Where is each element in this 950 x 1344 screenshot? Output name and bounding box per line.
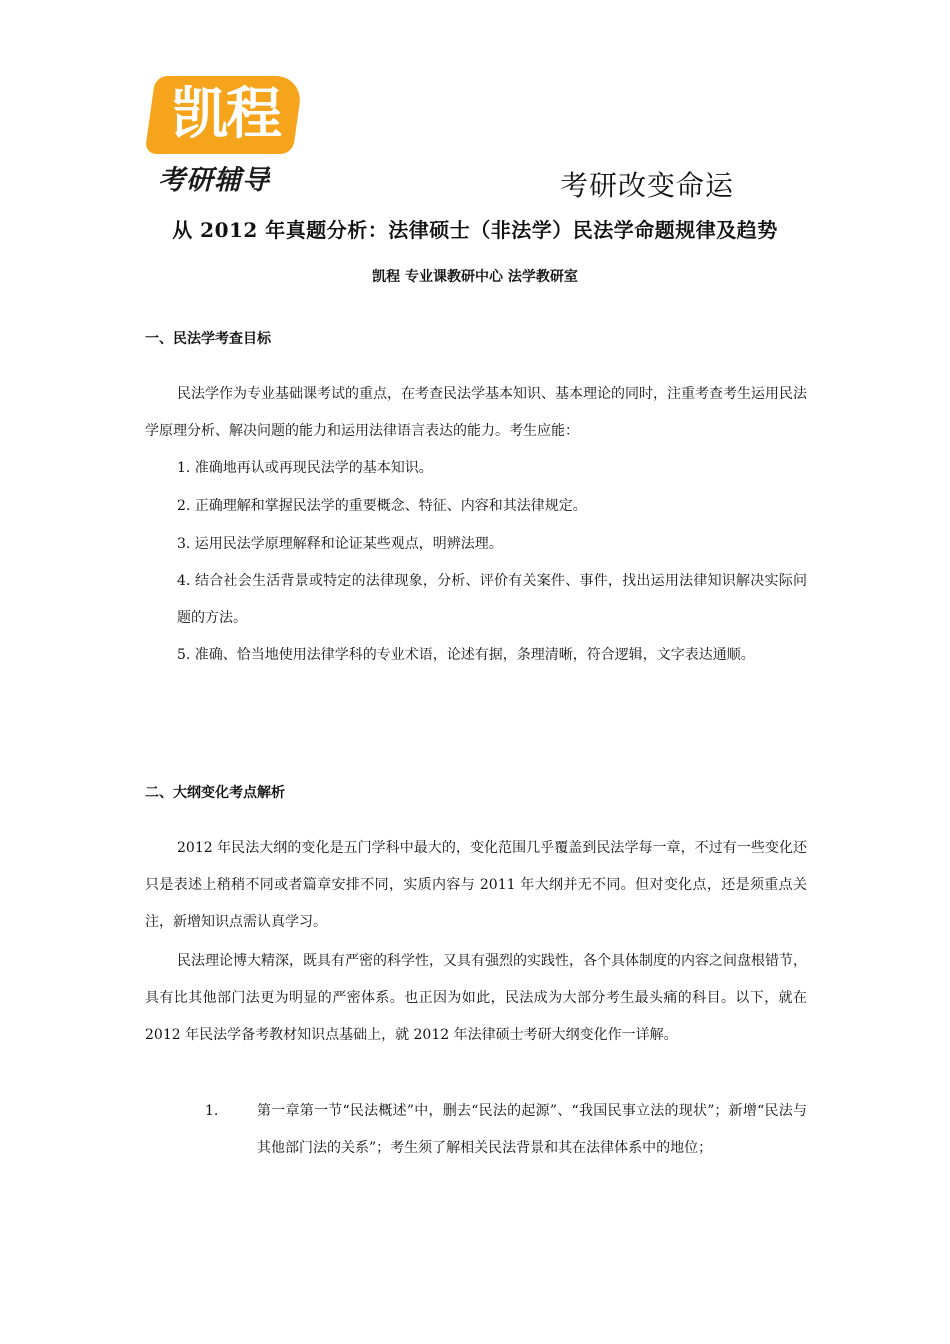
numbered-item [205, 1093, 807, 1167]
list-item: 2. 正确理解和掌握民法学的重要概念、特征、内容和其法律规定。 [177, 498, 587, 514]
section2-paragraph-1: 2012 年民法大纲的变化是五门学科中最大的，变化范围几乎覆盖到民法学每一章，不过有一些变化还只是表述上稍稍不同或者篇章安排不同，实质内容与 2011 年大纲并无不同。但对变化点，还是须重点关注，新增知识点需认真学习。 [145, 840, 807, 930]
kaicheng-logo [150, 76, 310, 196]
document-subtitle: 凯程 专业课教研中心 法学教研室 [372, 269, 578, 285]
logo-brand-text: 凯程 [172, 82, 280, 147]
section2-heading: 二、大纲变化考点解析 [145, 785, 285, 801]
numbered-item-text: 第一章第一节“民法概述”中，删去“民法的起源”、“我国民事立法的现状”；新增“民法与其他部门法的关系”；考生须了解相关民法背景和其在法律体系中的地位； [257, 1103, 807, 1156]
logo-subtitle: 考研辅导 [158, 165, 270, 196]
section2-paragraph-2: 民法理论博大精深，既具有严密的科学性，又具有强烈的实践性，各个具体制度的内容之间盘根错节，具有比其他部门法更为明显的严密体系。也正因为如此，民法成为大部分考生最头痛的科目。以下，就在 2012 年民法学备考教材知识点基础上，就 2012 年法律硕士考研大纲变化作一详解。 [145, 953, 807, 1043]
list-item: 4. 结合社会生活背景或特定的法律现象，分析、评价有关案件、事件，找出运用法律知识解决实际问题的方法。 [177, 573, 807, 626]
list-item: 5. 准确、恰当地使用法律学科的专业术语，论述有据，条理清晰，符合逻辑，文字表达通顺。 [177, 647, 755, 663]
numbered-item-number: 1. [205, 1103, 219, 1119]
list-item: 3. 运用民法学原理解释和论证某些观点，明辨法理。 [177, 536, 503, 552]
section1-intro: 民法学作为专业基础课考试的重点，在考查民法学基本知识、基本理论的同时，注重考查考生运用民法学原理分析、解决问题的能力和运用法律语言表达的能力。考生应能： [145, 386, 807, 439]
list-item: 1. 准确地再认或再现民法学的基本知识。 [177, 460, 433, 476]
slogan: 考研改变命运 [560, 169, 735, 202]
section1-heading: 一、民法学考查目标 [145, 331, 271, 347]
document-title: 从 2012 年真题分析：法律硕士（非法学）民法学命题规律及趋势 [172, 218, 778, 242]
